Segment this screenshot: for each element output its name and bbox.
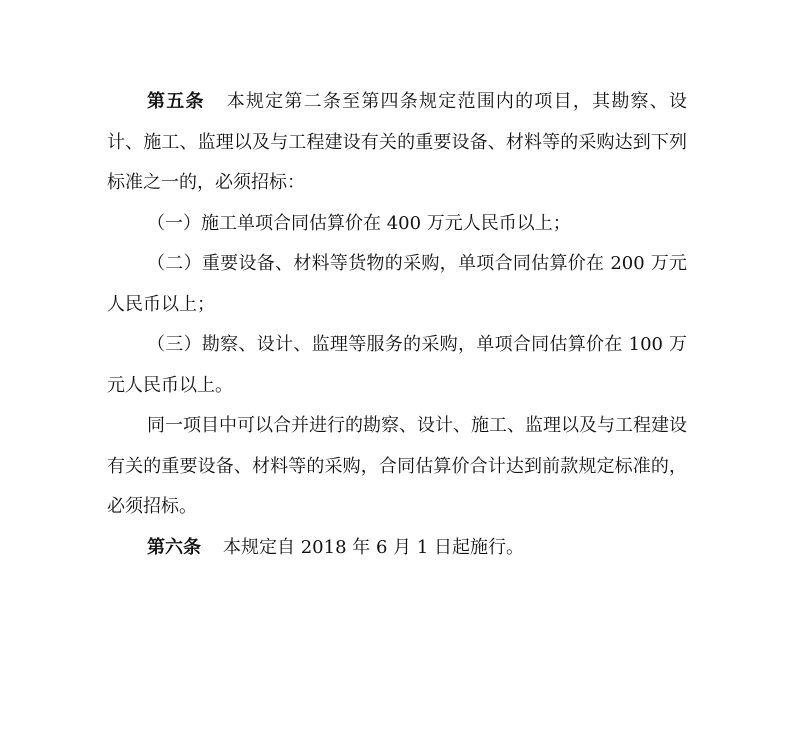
article-6-text: 本规定自 2018 年 6 月 1 日起施行。: [223, 536, 525, 558]
article-5-item-1: （一）施工单项合同估算价在 400 万元人民币以上；: [147, 212, 571, 234]
article-5-item-3: （三）勘察、设计、监理等服务的采购，单项合同估算价在 100 万元人民币以上。: [107, 334, 687, 396]
article-6-heading: 第六条: [147, 536, 201, 558]
article-5-closing: 同一项目中可以合并进行的勘察、设计、施工、监理以及与工程建设有关的重要设备、材料等的采购，合同估算价合计达到前款规定标准的，必须招标。: [107, 415, 687, 517]
article-5-item-2: （二）重要设备、材料等货物的采购，单项合同估算价在 200 万元人民币以上；: [107, 253, 687, 315]
article-5-heading: 第五条: [147, 91, 205, 112]
article-6: [107, 528, 687, 569]
article-5-intro-text: 本规定第二条至第四条规定范围内的项目，其勘察、设计、施工、监理以及与工程建设有关的重要设备、材料等的采购达到下列标准之一的，必须招标：: [107, 91, 688, 193]
document-page: [107, 82, 687, 568]
article-5-intro: [107, 82, 687, 204]
